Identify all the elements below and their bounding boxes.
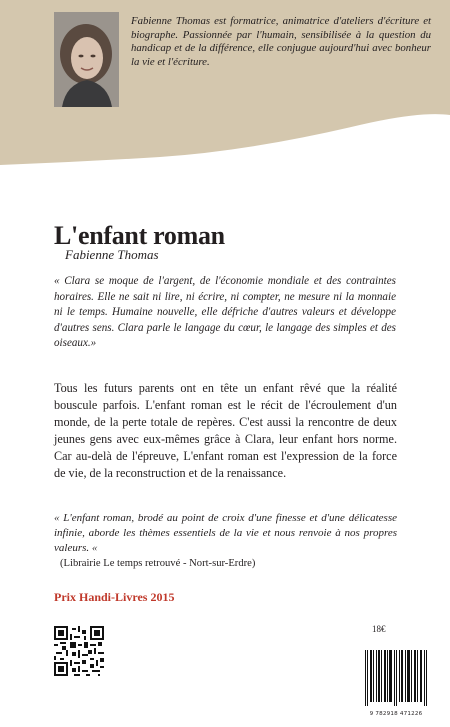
bookseller-review: « L'enfant roman, brodé au point de croix d'une finesse et d'une délicatesse infinie, aborde les thèmes essentiels de la vie et nous renvoie à nos propres valeurs. « (54, 512, 397, 555)
excerpt-quote: « Clara se moque de l'argent, de l'économie mondiale et des contraintes horaires. Elle ne sait ni lire, ni écrire, ni compter, ne mesure ni la monnaie ni le temps. Humaine nouvelle, elle défriche d'autres valeurs et développe d'autres sens. Clara parle le langage du cœur, le langage des simples et des oiseaux.» (54, 275, 396, 349)
prize-label: Prix Handi-Livres 2015 (54, 590, 175, 604)
author-photo (54, 12, 119, 107)
book-author: Fabienne Thomas (65, 247, 159, 262)
book-title: L'enfant roman (54, 221, 225, 250)
barcode-icon (364, 650, 428, 706)
synopsis: Tous les futurs parents ont en tête un enfant rêvé que la réalité bouscule parfois. L'enfant roman est le récit de l'écroulement d'un monde, de la perte totale de repères. C'est aussi la rencontre de deux jeunes gens avec eux-mêmes grâce à Clara, leur enfant hors norme. Car au-delà de l'épreuve, L'enfant roman est l'expression de la force de vie, de la reconstruction et de la renaissance. (54, 381, 397, 480)
price-label: 18€ (372, 624, 386, 634)
isbn-number: 9 782918 471226 (369, 711, 423, 717)
qr-code-icon (54, 626, 104, 676)
review-source: (Librairie Le temps retrouvé - Nort-sur-Erdre) (60, 558, 256, 569)
author-bio: Fabienne Thomas est formatrice, animatrice d'ateliers d'écriture et biographe. Passionnée par l'humain, sensibilisée à la question du handicap et de la différence, elle conjugue aujourd'hui avec bonheur la vie et l'écriture. (131, 15, 431, 68)
